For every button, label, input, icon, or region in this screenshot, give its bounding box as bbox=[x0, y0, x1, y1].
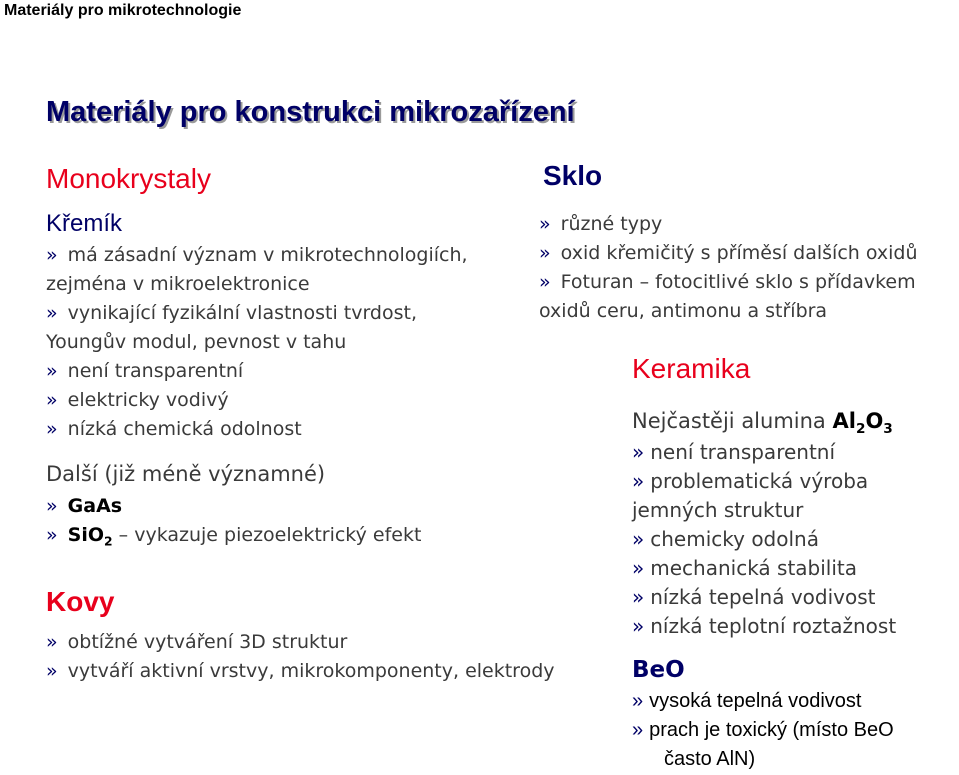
kremik-item: » má zásadní význam v mikrotechnologiích, bbox=[46, 244, 468, 266]
bullet-icon: » bbox=[46, 244, 58, 266]
kovy-heading: Kovy bbox=[46, 586, 115, 617]
bullet-icon: » bbox=[46, 524, 58, 546]
bullet-icon: » bbox=[632, 556, 645, 580]
sio2-item: » SiO$_2$ – vykazuje piezoelektrický efekt bbox=[46, 524, 422, 549]
keramika-lead: Nejčastěji alumina $Al_2O_3$ bbox=[632, 409, 893, 437]
kovy-item: » obtížné vytváření 3D struktur bbox=[46, 631, 348, 653]
bullet-icon: » bbox=[46, 660, 58, 682]
bullet-icon: » bbox=[46, 302, 58, 324]
bullet-icon: » bbox=[539, 242, 551, 264]
sklo-item: » Foturan – fotocitlivé sklo s přídavkem bbox=[539, 271, 916, 293]
kremik-item: » není transparentní bbox=[46, 360, 244, 382]
beo-item: » vysoká tepelná vodivost bbox=[632, 690, 862, 712]
keramika-item: » nízká tepelná vodivost bbox=[632, 585, 876, 609]
bullet-icon: » bbox=[46, 631, 58, 653]
bullet-icon: » bbox=[539, 271, 551, 293]
bullet-icon: » bbox=[632, 614, 645, 638]
sklo-heading: Sklo bbox=[543, 160, 603, 191]
kremik-item: » nízká chemická odolnost bbox=[46, 418, 302, 440]
slide-title: Materiály pro konstrukci mikrozařízení bbox=[46, 96, 575, 128]
sklo-item: » oxid křemičitý s příměsí dalších oxidů bbox=[539, 242, 918, 264]
kremik-item: » elektricky vodivý bbox=[46, 389, 229, 411]
kovy-item: » vytváří aktivní vrstvy, mikrokomponenty, elektrody bbox=[46, 660, 555, 682]
kremik-heading: Křemík bbox=[46, 210, 123, 237]
gaas-item: » GaAs bbox=[46, 495, 123, 517]
keramika-item: » mechanická stabilita bbox=[632, 556, 858, 580]
sklo-item-continuation: oxidů ceru, antimonu a stříbra bbox=[539, 300, 828, 322]
beo-item: » prach je toxický (místo BeO bbox=[632, 719, 894, 741]
keramika-item: » nízká teplotní roztažnost bbox=[632, 614, 897, 638]
kremik-item-continuation: zejména v mikroelektronice bbox=[46, 273, 310, 295]
keramika-heading: Keramika bbox=[632, 353, 751, 384]
bullet-icon: » bbox=[632, 719, 644, 741]
bullet-icon: » bbox=[46, 389, 58, 411]
kremik-item: » vynikající fyzikální vlastnosti tvrdost, bbox=[46, 302, 418, 324]
kremik-item-continuation: Youngův modul, pevnost v tahu bbox=[46, 331, 347, 353]
bullet-icon: » bbox=[46, 418, 58, 440]
bullet-icon: » bbox=[539, 213, 551, 235]
monokrystaly-heading: Monokrystaly bbox=[46, 163, 211, 194]
bullet-icon: » bbox=[46, 360, 58, 382]
bullet-icon: » bbox=[632, 527, 645, 551]
bullet-icon: » bbox=[632, 469, 645, 493]
sklo-item: » různé typy bbox=[539, 213, 663, 235]
beo-item-continuation: často AlN) bbox=[664, 748, 756, 770]
beo-heading: BeO bbox=[632, 657, 685, 683]
dalsi-heading: Další (již méně významné) bbox=[46, 462, 326, 486]
slide-header: Materiály pro mikrotechnologie bbox=[4, 2, 242, 19]
bullet-icon: » bbox=[46, 495, 58, 517]
bullet-icon: » bbox=[632, 585, 645, 609]
keramika-item: » není transparentní bbox=[632, 440, 836, 464]
bullet-icon: » bbox=[632, 440, 645, 464]
keramika-item-continuation: jemných struktur bbox=[632, 498, 804, 522]
bullet-icon: » bbox=[632, 690, 644, 712]
keramika-item: » problematická výroba bbox=[632, 469, 869, 493]
keramika-item: » chemicky odolná bbox=[632, 527, 819, 551]
